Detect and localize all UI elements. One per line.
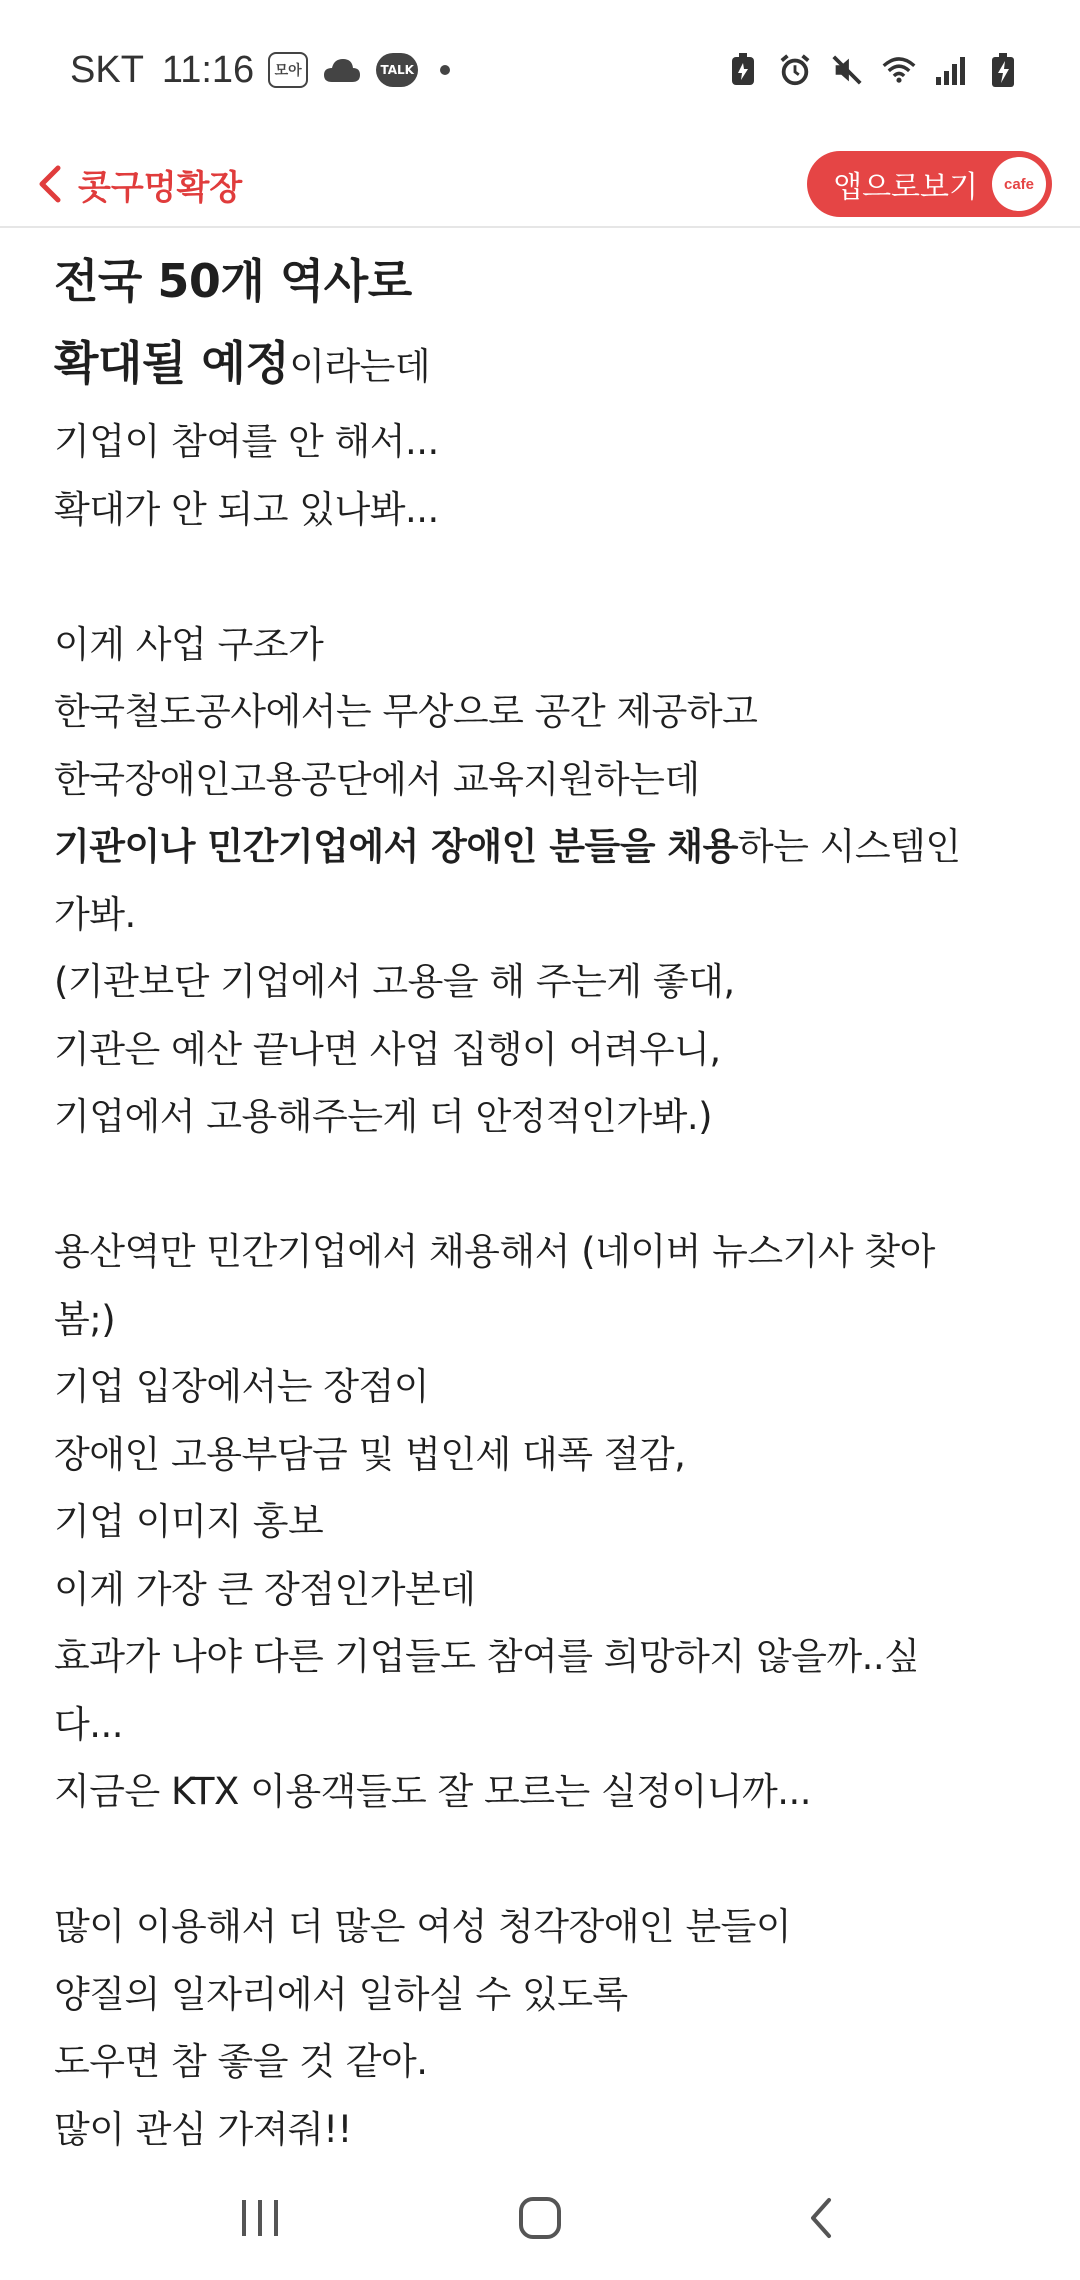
article-line: 확대가 안 되고 있나봐... bbox=[54, 487, 439, 531]
battery-saver-icon bbox=[726, 53, 760, 87]
article-line: 기관은 예산 끝나면 사업 집행이 어려우니, bbox=[54, 1027, 721, 1071]
article-line: 가봐. bbox=[54, 892, 136, 936]
cafe-title[interactable]: 콧구멍확장 bbox=[78, 167, 243, 208]
alarm-icon bbox=[778, 53, 812, 87]
article-body bbox=[54, 240, 1044, 2163]
article-line: 용산역만 민간기업에서 채용해서 (네이버 뉴스기사 찾아 bbox=[54, 1230, 935, 1273]
signal-icon bbox=[934, 53, 968, 87]
app-header bbox=[0, 140, 1080, 228]
blank-line bbox=[54, 1826, 1044, 1894]
article-line: 기관이나 민간기업에서 장애인 분들을 채용하는 시스템인 bbox=[54, 825, 961, 868]
article-line: 도우면 참 좋을 것 같아. bbox=[54, 2040, 428, 2083]
status-right bbox=[726, 53, 1020, 87]
back-nav-button[interactable] bbox=[780, 2180, 860, 2260]
article-line: 봄;) bbox=[54, 1297, 116, 1341]
article-line: 확대될 예정이라는데 bbox=[54, 336, 431, 390]
cafe-logo-icon: cafe bbox=[992, 157, 1046, 211]
article-line: 많이 관심 가져줘!! bbox=[54, 2107, 352, 2151]
chevron-left-icon[interactable] bbox=[36, 164, 68, 204]
article-line: 많이 이용해서 더 많은 여성 청각장애인 분들이 bbox=[54, 1905, 792, 1948]
clock: 11:16 bbox=[161, 48, 255, 91]
status-left bbox=[70, 49, 450, 92]
talk-icon: TALK bbox=[376, 53, 418, 87]
article-line: 다... bbox=[54, 1702, 124, 1746]
article-line: 기업 입장에서는 장점이 bbox=[54, 1365, 429, 1408]
article-line: 이게 사업 구조가 bbox=[54, 622, 324, 666]
home-button[interactable] bbox=[500, 2180, 580, 2260]
back-icon[interactable] bbox=[805, 2196, 835, 2244]
carrier-label: SKT bbox=[70, 48, 144, 91]
open-in-app-label: 앱으로보기 bbox=[833, 170, 978, 205]
wifi-icon bbox=[882, 53, 916, 87]
article-line: 양질의 일자리에서 일하실 수 있도록 bbox=[54, 1972, 628, 2016]
article-line: 지금은 KTX 이용객들도 잘 모르는 실정이니까... bbox=[54, 1770, 812, 1813]
article-line: 전국 50개 역사로 bbox=[54, 254, 412, 308]
system-nav-bar bbox=[0, 2160, 1080, 2280]
moa-icon: 모아 bbox=[268, 52, 308, 88]
blank-line bbox=[54, 1151, 1044, 1219]
header-divider bbox=[0, 226, 1080, 228]
recent-apps-button[interactable] bbox=[220, 2180, 300, 2260]
mute-icon bbox=[830, 53, 864, 87]
article-line: 기업 이미지 홍보 bbox=[54, 1500, 324, 1543]
status-bar bbox=[0, 0, 1080, 140]
home-icon[interactable] bbox=[517, 2195, 563, 2245]
dot-icon bbox=[440, 65, 450, 75]
back-button[interactable] bbox=[36, 160, 242, 209]
article-line: 기업에서 고용해주는게 더 안정적인가봐.) bbox=[54, 1095, 713, 1138]
blank-line bbox=[54, 543, 1044, 611]
article-line: 기업이 참여를 안 해서... bbox=[54, 420, 439, 463]
open-in-app-button[interactable] bbox=[807, 151, 1052, 217]
article-line: 장애인 고용부담금 및 법인세 대폭 절감, bbox=[54, 1432, 686, 1476]
article-line: 한국철도공사에서는 무상으로 공간 제공하고 bbox=[54, 690, 758, 733]
article-line: (기관보단 기업에서 고용을 해 주는게 좋대, bbox=[54, 960, 735, 1003]
article-line: 한국장애인고용공단에서 교육지원하는데 bbox=[54, 757, 700, 801]
cloud-icon bbox=[322, 56, 362, 84]
recent-apps-icon[interactable] bbox=[238, 2198, 282, 2242]
battery-charging-icon bbox=[986, 53, 1020, 87]
article-line: 효과가 나야 다른 기업들도 참여를 희망하지 않을까..싶 bbox=[54, 1635, 920, 1678]
article-line: 이게 가장 큰 장점인가본데 bbox=[54, 1567, 476, 1611]
